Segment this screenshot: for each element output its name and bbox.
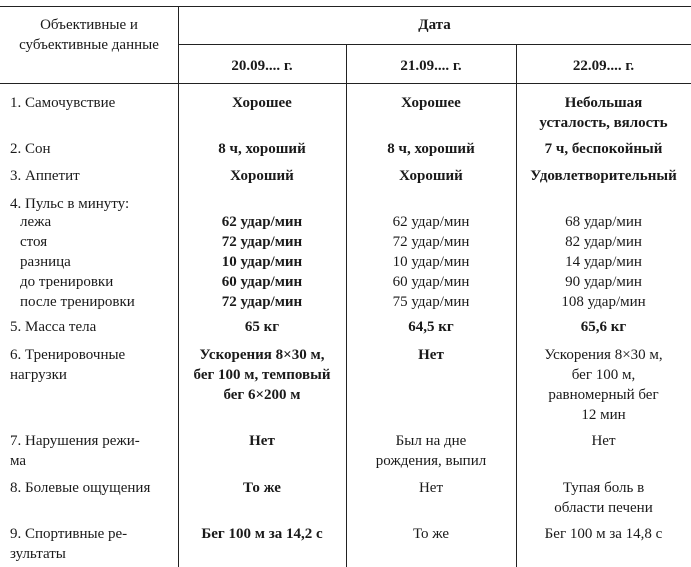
cell-sport-results-2: То же xyxy=(412,526,450,542)
row-label-wellbeing: 1. Самочувствие xyxy=(10,95,116,111)
pulse-2-standing: 72 удар/мин xyxy=(392,234,470,250)
sport-results-label-line1: 9. Спортивные ре- xyxy=(10,526,128,542)
cell-pain-1: То же xyxy=(243,480,281,496)
pulse-2-after: 75 удар/мин xyxy=(392,294,470,310)
regime-violations-2-line2: рождения, выпил xyxy=(375,453,487,469)
cell-appetite-2: Хороший xyxy=(399,168,463,184)
pulse-3-after: 108 удар/мин xyxy=(561,294,646,310)
cell-training-loads-2: Нет xyxy=(418,347,444,363)
pulse-3-before: 90 удар/мин xyxy=(565,274,642,290)
cell-body-mass-1: 65 кг xyxy=(244,319,280,335)
cell-appetite-1: Хороший xyxy=(230,168,294,184)
training-loads-label-line2: нагрузки xyxy=(10,367,67,383)
cell-training-loads-3 xyxy=(516,345,691,425)
cell-appetite-3: Удовлетворительный xyxy=(530,168,677,184)
pulse-1-difference: 10 удар/мин xyxy=(221,254,303,270)
row-label-regime-violations xyxy=(10,431,140,471)
training-loads-3-line2: бег 100 м, xyxy=(571,367,636,383)
regime-violations-label-line1: 7. Нарушения режи- xyxy=(10,433,140,449)
row-label-sleep: 2. Сон xyxy=(10,141,51,157)
pulse-sublabel-standing: стоя xyxy=(20,234,48,250)
row-label-sport-results xyxy=(10,524,127,564)
training-loads-3-line3: равномерный бег xyxy=(548,387,659,403)
regime-violations-2-line1: Был на дне xyxy=(395,433,467,449)
pain-3-line2: области печени xyxy=(554,500,653,516)
pulse-3-difference: 14 удар/мин xyxy=(565,254,642,270)
cell-sport-results-3: Бег 100 м за 14,8 с xyxy=(544,526,663,542)
cell-regime-violations-3: Нет xyxy=(591,433,616,449)
header-date-2: 21.09.... г. xyxy=(400,58,462,74)
header-date-group: Дата xyxy=(418,17,451,33)
cell-sleep-3: 7 ч, беспокойный xyxy=(544,141,663,157)
cell-wellbeing-3-line2: усталость, вялость xyxy=(539,115,668,131)
pulse-sublabel-difference: разница xyxy=(20,254,71,270)
cell-body-mass-3: 65,6 кг xyxy=(580,319,627,335)
cell-wellbeing-3 xyxy=(516,93,691,133)
cell-training-loads-1 xyxy=(178,345,346,405)
regime-violations-label-line2: ма xyxy=(10,453,27,469)
pain-3-line1: Тупая боль в xyxy=(562,480,645,496)
pulse-2-difference: 10 удар/мин xyxy=(392,254,470,270)
date-group-rule xyxy=(178,44,691,45)
row-label-body-mass: 5. Масса тела xyxy=(10,319,97,335)
pulse-1-lying: 62 удар/мин xyxy=(221,214,303,230)
header-col0-line1: Объективные и xyxy=(40,17,138,33)
cell-wellbeing-2: Хорошее xyxy=(401,95,461,111)
pulse-2-lying: 62 удар/мин xyxy=(392,214,470,230)
row-label-training-loads xyxy=(10,345,125,385)
row-label-pulse: 4. Пульс в минуту: xyxy=(10,196,130,212)
cell-pain-3 xyxy=(516,478,691,518)
cell-body-mass-2: 64,5 кг xyxy=(408,319,454,335)
pulse-sublabel-lying: лежа xyxy=(20,214,52,230)
cell-sport-results-1: Бег 100 м за 14,2 с xyxy=(201,526,323,542)
pulse-sublabel-after-training: после тренировки xyxy=(20,294,135,310)
cell-pain-2: Нет xyxy=(418,480,444,496)
header-date-3: 22.09.... г. xyxy=(572,58,635,74)
pulse-3-standing: 82 удар/мин xyxy=(565,234,642,250)
cell-regime-violations-2 xyxy=(346,431,516,471)
header-date-1: 20.09.... г. xyxy=(231,58,293,74)
pulse-1-after: 72 удар/мин xyxy=(221,294,303,310)
row-label-appetite: 3. Аппетит xyxy=(10,168,80,184)
pulse-sublabel-before-training: до тренировки xyxy=(20,274,114,290)
row-sublabels-pulse xyxy=(10,212,135,312)
cell-pulse-2 xyxy=(346,212,516,312)
pulse-2-before: 60 удар/мин xyxy=(392,274,470,290)
top-rule xyxy=(0,6,691,7)
row-label-pain: 8. Болевые ощущения xyxy=(10,480,151,496)
cell-sleep-2: 8 ч, хороший xyxy=(387,141,475,157)
training-loads-1-line2: бег 100 м, темповый xyxy=(193,367,331,383)
training-loads-1-line3: бег 6×200 м xyxy=(223,387,301,403)
cell-wellbeing-3-line1: Небольшая xyxy=(564,95,643,111)
cell-sleep-1: 8 ч, хороший xyxy=(218,141,306,157)
pulse-3-lying: 68 удар/мин xyxy=(565,214,642,230)
pulse-1-standing: 72 удар/мин xyxy=(221,234,303,250)
training-loads-3-line1: Ускорения 8×30 м, xyxy=(544,347,663,363)
pulse-1-before: 60 удар/мин xyxy=(221,274,303,290)
sport-results-label-line2: зультаты xyxy=(10,546,66,562)
cell-regime-violations-1: Нет xyxy=(249,433,275,449)
training-loads-3-line4: 12 мин xyxy=(581,407,626,423)
header-col0-line2: субъективные данные xyxy=(19,37,159,53)
header-col0 xyxy=(0,15,178,55)
cell-pulse-1 xyxy=(178,212,346,312)
cell-wellbeing-1: Хорошее xyxy=(232,95,292,111)
training-loads-label-line1: 6. Тренировочные xyxy=(10,347,126,363)
cell-pulse-3 xyxy=(516,212,691,312)
training-loads-1-line1: Ускорения 8×30 м, xyxy=(199,347,325,363)
